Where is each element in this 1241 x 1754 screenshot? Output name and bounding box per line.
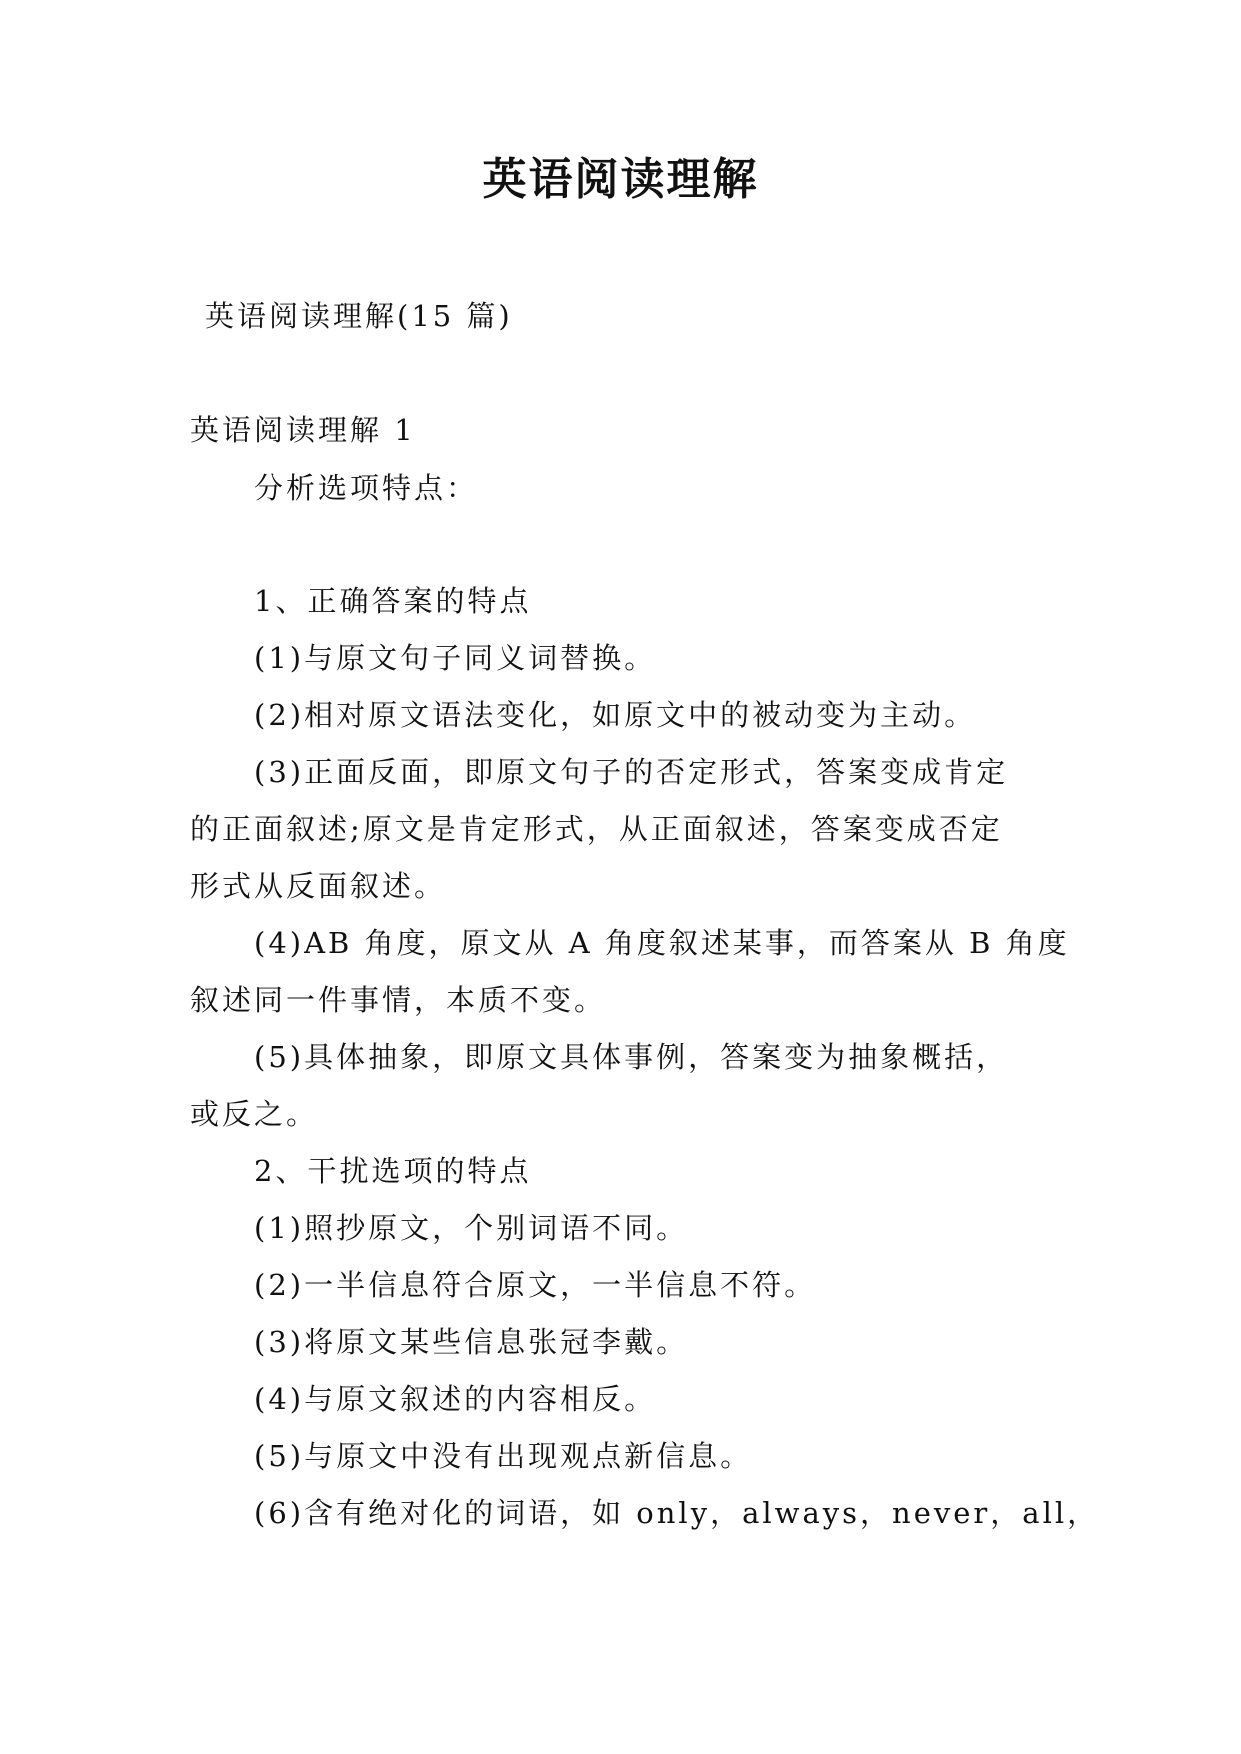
paragraph-line: 形式从反面叙述。 [190,869,447,903]
paragraph-line: 分析选项特点： [254,471,479,505]
paragraph-line: (1)与原文句子同义词替换。 [254,641,657,675]
paragraph-line: (3)正面反面，即原文句子的否定形式，答案变成肯定 [254,755,1009,789]
paragraph-line: 2、干扰选项的特点 [254,1154,532,1188]
paragraph-line: (5)与原文中没有出现观点新信息。 [254,1439,753,1473]
document-title: 英语阅读理解 [482,154,759,205]
paragraph-line: (2)相对原文语法变化，如原文中的被动变为主动。 [254,698,977,732]
paragraph-line: (5)具体抽象，即原文具体事例，答案变为抽象概括， [254,1040,1009,1074]
paragraph-line: (3)将原文某些信息张冠李戴。 [254,1325,689,1359]
document-subtitle: 英语阅读理解(15 篇) [205,299,513,333]
paragraph-line: 1、正确答案的特点 [254,584,532,618]
paragraph-line: 的正面叙述;原文是肯定形式，从正面叙述，答案变成否定 [190,812,1003,846]
section-heading: 英语阅读理解 1 [190,413,416,447]
paragraph-line: (6)含有绝对化的词语，如 only，always，never，all， [254,1496,1100,1530]
paragraph-line: (4)与原文叙述的内容相反。 [254,1382,657,1416]
paragraph-line: (4)AB 角度，原文从 A 角度叙述某事，而答案从 B 角度 [254,926,1070,960]
paragraph-line: (2)一半信息符合原文，一半信息不符。 [254,1268,817,1302]
paragraph-line: (1)照抄原文，个别词语不同。 [254,1211,689,1245]
paragraph-line: 叙述同一件事情，本质不变。 [190,983,607,1017]
paragraph-line: 或反之。 [190,1097,319,1131]
